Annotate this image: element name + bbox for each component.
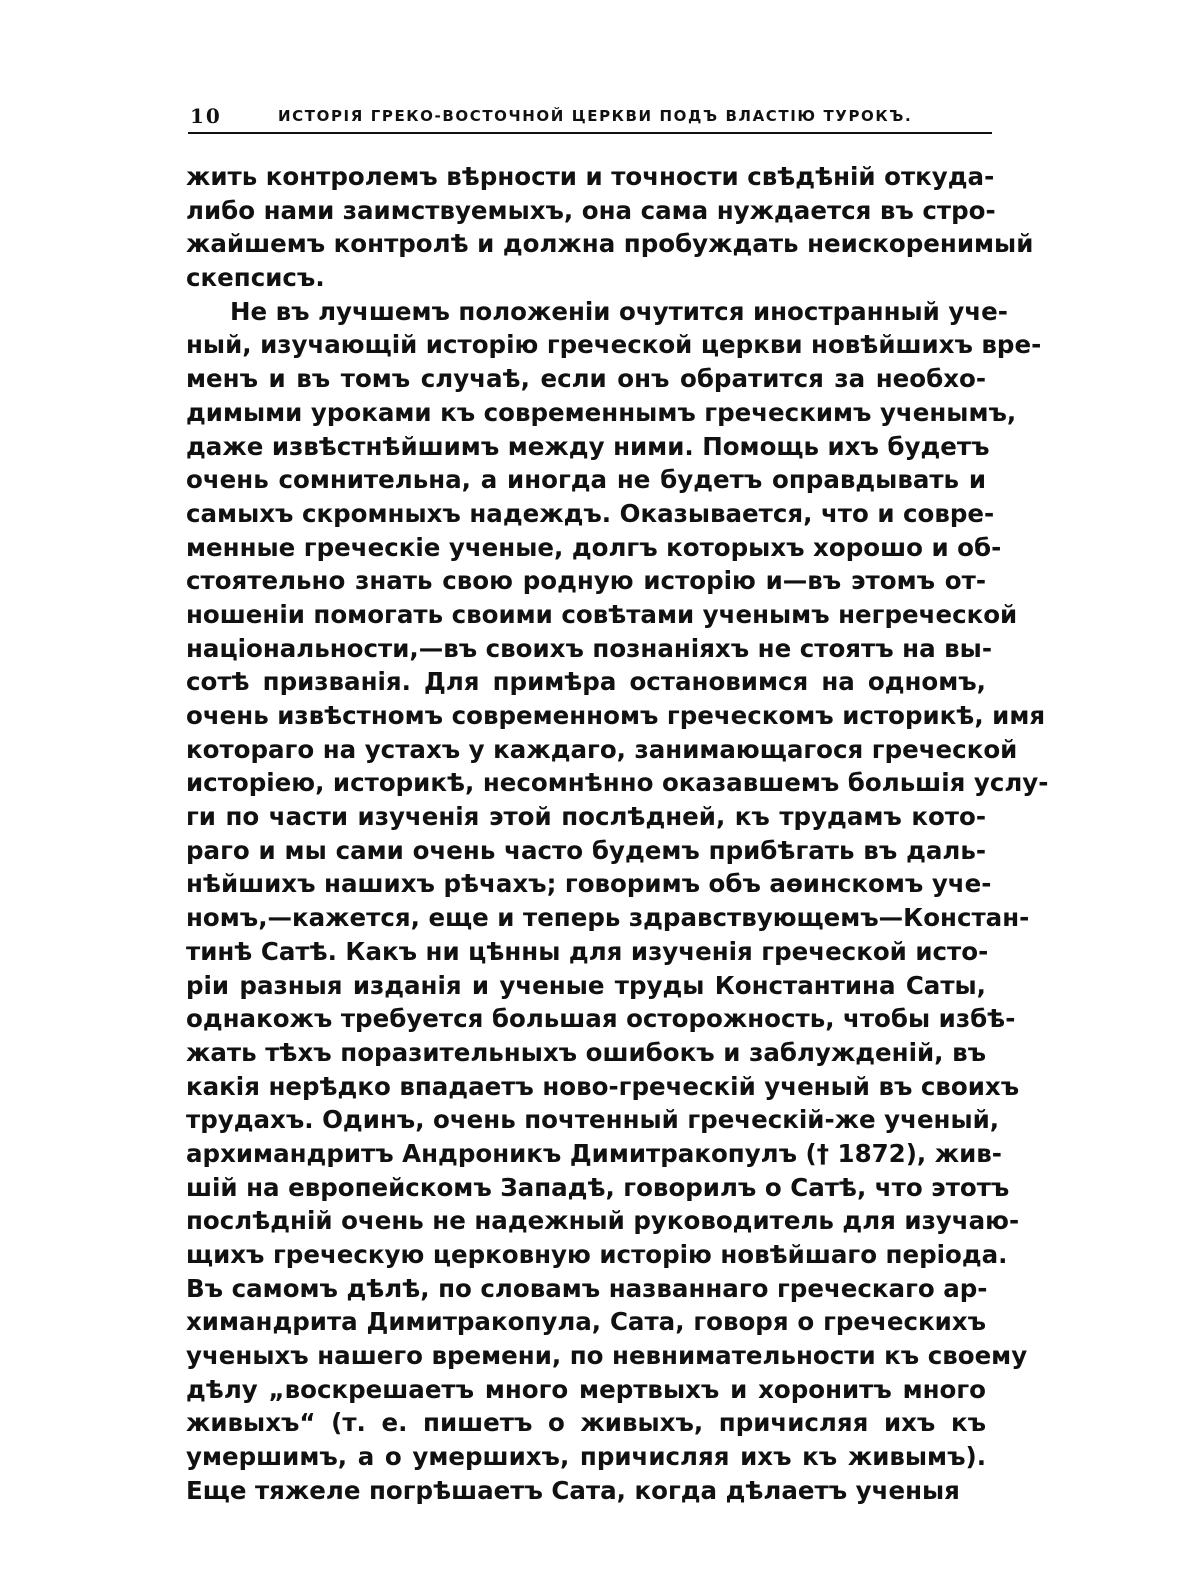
text-line: самыхъ скромныхъ надеждъ. Оказывается, что и совре- (186, 498, 995, 528)
text-line: стоятельно знать свою родную исторію и—въ этомъ от- (186, 566, 986, 596)
body-text (186, 160, 1049, 1508)
text-line: димыми уроками къ современнымъ греческимъ ученымъ, (186, 397, 1017, 427)
text-line: химандрита Димитракопула, Сата, говоря о греческихъ (186, 1307, 986, 1337)
text-line: ношеніи помогать своими совѣтами ученымъ негреческой (186, 599, 1018, 629)
text-line: либо нами заимствуемыхъ, она сама нуждается въ стро- (186, 195, 996, 225)
text-line: менные греческіе ученые, долгъ которыхъ хорошо и об- (186, 532, 1002, 562)
text-line: шій на европейскомъ Западѣ, говорилъ о Сатѣ, что этотъ (186, 1172, 1010, 1202)
text-line: номъ,—кажется, еще и теперь здравствующемъ—Констан- (186, 903, 1030, 933)
text-line: умершимъ, а о умершихъ, причисляя ихъ къ живымъ). (186, 1442, 986, 1472)
text-line: менъ и въ томъ случаѣ, если онъ обратится за необхо- (186, 364, 986, 394)
text-line: ученыхъ нашего времени, по невнимательности къ своему (186, 1341, 1028, 1371)
text-line: щихъ греческую церковную исторію новѣйшаго періода. (186, 1240, 1008, 1269)
text-line: Въ самомъ дѣлѣ, по словамъ названнаго греческаго ар- (186, 1273, 988, 1303)
header-rule (188, 132, 992, 134)
text-line: жить контролемъ вѣрности и точности свѣдѣній откуда- (186, 162, 995, 191)
text-line: тинѣ Сатѣ. Какъ ни цѣнны для изученія греческой исто- (186, 936, 989, 966)
text-line: очень сомнительна, а иногда не будетъ оправдывать и (186, 465, 986, 495)
text-line: послѣдній очень не надежный руководитель для изучаю- (186, 1206, 1020, 1236)
text-line: трудахъ. Одинъ, очень почтенный греческій-же ученый, (186, 1105, 1000, 1135)
text-line: національности,—въ своихъ познаніяхъ не стоятъ на вы- (186, 633, 992, 663)
text-line: какія нерѣдко впадаетъ ново-греческій ученый въ своихъ (186, 1071, 1020, 1101)
text-line: котораго на устахъ у каждаго, занимающагося греческой (186, 734, 1018, 764)
page-header (190, 104, 990, 130)
text-line: ріи разныя изданія и ученые труды Константина Саты, (186, 970, 986, 1000)
text-line: дѣлу „воскрешаетъ много мертвыхъ и хоронитъ много (186, 1374, 986, 1404)
running-title: ИСТОРІЯ ГРЕКО-ВОСТОЧНОЙ ЦЕРКВИ ПОДЪ ВЛАСТІЮ ТУРОКЪ. (278, 107, 913, 125)
text-line: сотѣ призванія. Для примѣра остановимся на одномъ, (186, 667, 986, 697)
text-line: нѣйшихъ нашихъ рѣчахъ; говоримъ объ аѳинскомъ уче- (186, 869, 992, 899)
text-line: исторіею, историкѣ, несомнѣнно оказавшемъ большія услу- (186, 768, 1049, 798)
text-line: ги по части изученія этой послѣдней, къ трудамъ кото- (186, 802, 986, 832)
text-line: однакожъ требуется большая осторожность, чтобы избѣ- (186, 1004, 1016, 1034)
text-line: жать тѣхъ поразительныхъ ошибокъ и заблужденій, въ (186, 1037, 986, 1067)
text-line: живыхъ“ (т. е. пишетъ о живыхъ, причисляя ихъ къ (186, 1408, 986, 1438)
text-line: ный, изучающій исторію греческой церкви новѣйшихъ вре- (186, 330, 1042, 360)
text-line: Еще тяжеле погрѣшаетъ Сата, когда дѣлаетъ ученыя (186, 1475, 960, 1505)
text-line: архимандритъ Андроникъ Димитракопулъ († 1872), жив- (186, 1138, 1002, 1168)
text-line: очень извѣстномъ современномъ греческомъ историкѣ, имя (186, 701, 1046, 730)
text-line: раго и мы сами очень часто будемъ прибѣгать въ даль- (186, 835, 986, 865)
text-line: скепсисъ. (186, 263, 325, 293)
page-number: 10 (190, 104, 222, 128)
text-line: даже извѣстнѣйшимъ между ними. Помощь ихъ будетъ (186, 431, 990, 461)
text-line: Не въ лучшемъ положеніи очутится иностранный уче- (230, 296, 1008, 326)
text-line: жайшемъ контролѣ и должна пробуждать неискоренимый (186, 229, 1034, 259)
